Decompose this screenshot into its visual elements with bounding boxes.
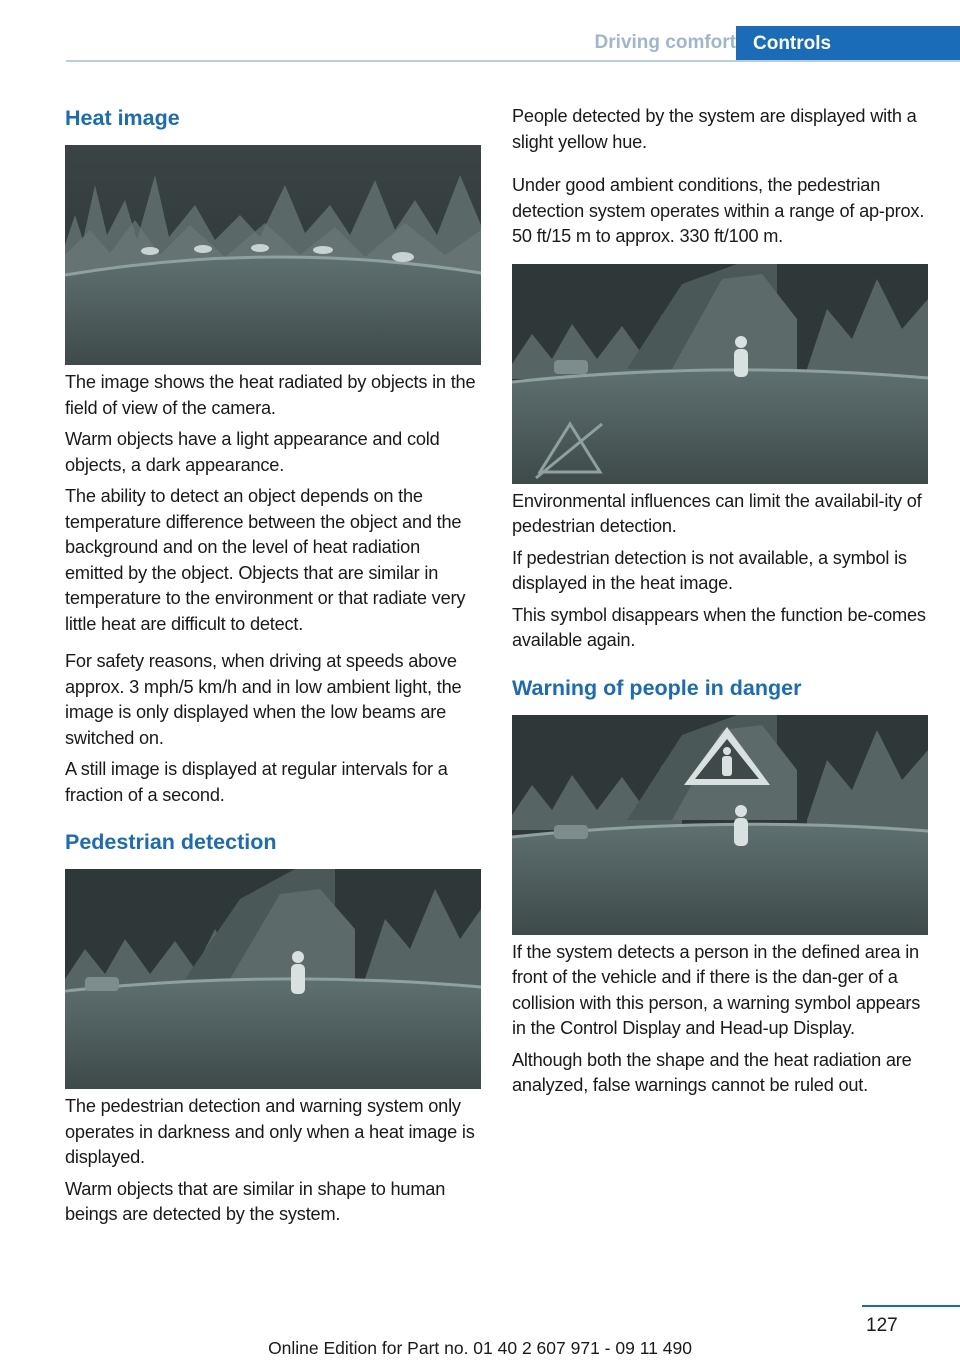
page-number: 127 bbox=[866, 1315, 898, 1336]
paragraph: The image shows the heat radiated by objects in the field of view of the camera. bbox=[65, 372, 476, 418]
paragraph: Although both the shape and the heat radiation are analyzed, false warnings cannot be ruled out. bbox=[512, 1049, 912, 1095]
heading-heat-image: Heat image bbox=[65, 106, 180, 130]
paragraph: People detected by the system are displayed with a slight yellow hue. bbox=[512, 106, 917, 152]
paragraph: This symbol disappears when the function be-comes available again. bbox=[512, 604, 926, 650]
running-header-chapter-tab bbox=[736, 26, 960, 62]
paragraph: The pedestrian detection and warning system only operates in darkness and only when a heat image is displayed. bbox=[65, 1096, 475, 1167]
paragraph: Warm objects have a light appearance and cold objects, a dark appearance. bbox=[65, 429, 440, 475]
header-rule bbox=[66, 60, 960, 62]
pedestrian-detection-figure bbox=[65, 869, 481, 1089]
heading-warning-people-danger: Warning of people in danger bbox=[512, 675, 802, 700]
chapter-label: Controls bbox=[753, 33, 832, 54]
running-header-section: Driving comfort bbox=[594, 32, 736, 53]
pedestrian-detection-unavailable-figure bbox=[512, 264, 928, 484]
paragraph: Environmental influences can limit the availabil-ity of pedestrian detection. bbox=[512, 490, 922, 536]
warning-people-danger-figure bbox=[512, 715, 928, 935]
heat-image-figure bbox=[65, 145, 481, 365]
paragraph: If pedestrian detection is not available, a symbol is displayed in the heat image. bbox=[512, 547, 907, 593]
paragraph: The ability to detect an object depends on the temperature difference between the object and the background and on the level of heat radiation emitted by the object. Objects that are similar in temperature to the environment or that radiate very little heat are difficult to detect. bbox=[65, 486, 466, 634]
paragraph: Under good ambient conditions, the pedestrian detection system operates within a range of ap-prox. 50 ft/15 m to approx. 330 ft/100 m. bbox=[512, 175, 925, 246]
footer-rule bbox=[862, 1305, 960, 1307]
heading-pedestrian-detection: Pedestrian detection bbox=[65, 830, 277, 854]
left-column bbox=[65, 100, 481, 1228]
paragraph: A still image is displayed at regular intervals for a fraction of a second. bbox=[65, 759, 448, 805]
paragraph: For safety reasons, when driving at speeds above approx. 3 mph/5 km/h and in low ambient light, the image is only displayed when the low beams are switched on. bbox=[65, 651, 462, 748]
footer-edition-text: Online Edition for Part no. 01 40 2 607 971 - 09 11 490 bbox=[268, 1338, 692, 1358]
right-column bbox=[512, 100, 928, 1099]
paragraph: Warm objects that are similar in shape to human beings are detected by the system. bbox=[65, 1178, 446, 1224]
paragraph: If the system detects a person in the defined area in front of the vehicle and if there is the dan-ger of a collision with this person, a warning symbol appears in the Control Display and Head-up Display. bbox=[512, 941, 921, 1038]
